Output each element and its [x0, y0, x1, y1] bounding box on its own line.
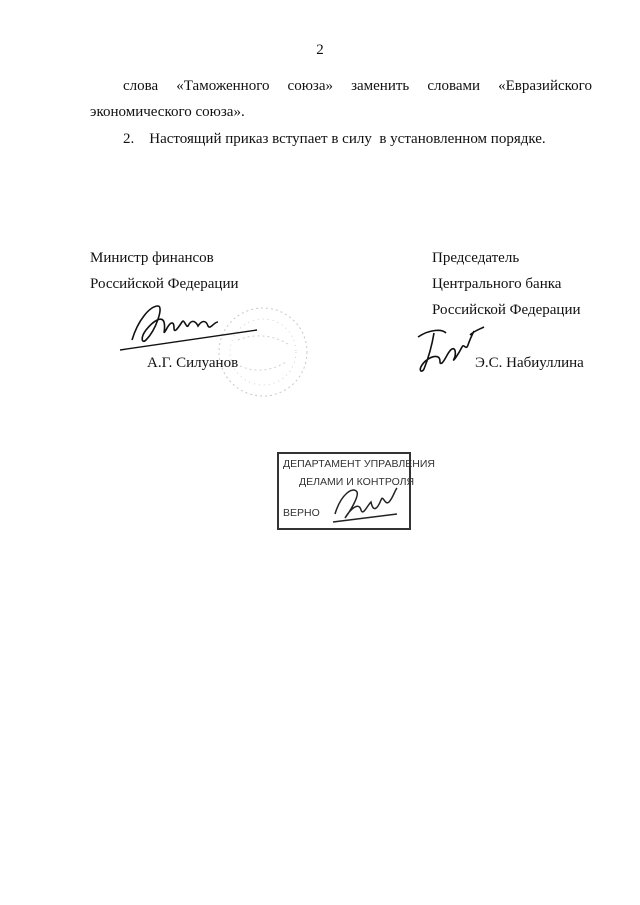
- stamp-line-3: ВЕРНО: [283, 507, 320, 519]
- paragraph-1-word: заменить: [351, 78, 410, 94]
- paragraph-1-word: слова: [123, 78, 159, 94]
- paragraph-2: 2. Настоящий приказ вступает в силу в установленном порядке.: [123, 131, 546, 147]
- left-signature-icon: [112, 300, 262, 355]
- paragraph-1-line-2: экономического союза».: [90, 104, 245, 120]
- stamp-line-1: ДЕПАРТАМЕНТ УПРАВЛЕНИЯ: [283, 458, 435, 470]
- left-signatory-title-1: Министр финансов: [90, 250, 214, 266]
- right-signatory-title-2: Центрального банка: [432, 276, 562, 292]
- paragraph-1-line-1: [123, 78, 592, 95]
- left-signatory-title-2: Российской Федерации: [90, 276, 239, 292]
- paragraph-1-word: союза»: [287, 78, 333, 94]
- certification-stamp: [277, 452, 435, 530]
- paragraph-1-word: «Евразийского: [498, 78, 592, 94]
- stamp-line-2: ДЕЛАМИ И КОНТРОЛЯ: [299, 476, 415, 488]
- paragraph-1-word: словами: [427, 78, 481, 94]
- right-signatory-title-3: Российской Федерации: [432, 302, 581, 318]
- page-number: 2: [316, 42, 324, 58]
- left-signatory-name: А.Г. Силуанов: [147, 355, 239, 371]
- right-signatory-title-1: Председатель: [432, 250, 520, 266]
- right-signatory-name: Э.С. Набиуллина: [475, 355, 584, 371]
- stamp-signature-icon: [331, 484, 405, 526]
- paragraph-1-word: «Таможенного: [176, 78, 270, 94]
